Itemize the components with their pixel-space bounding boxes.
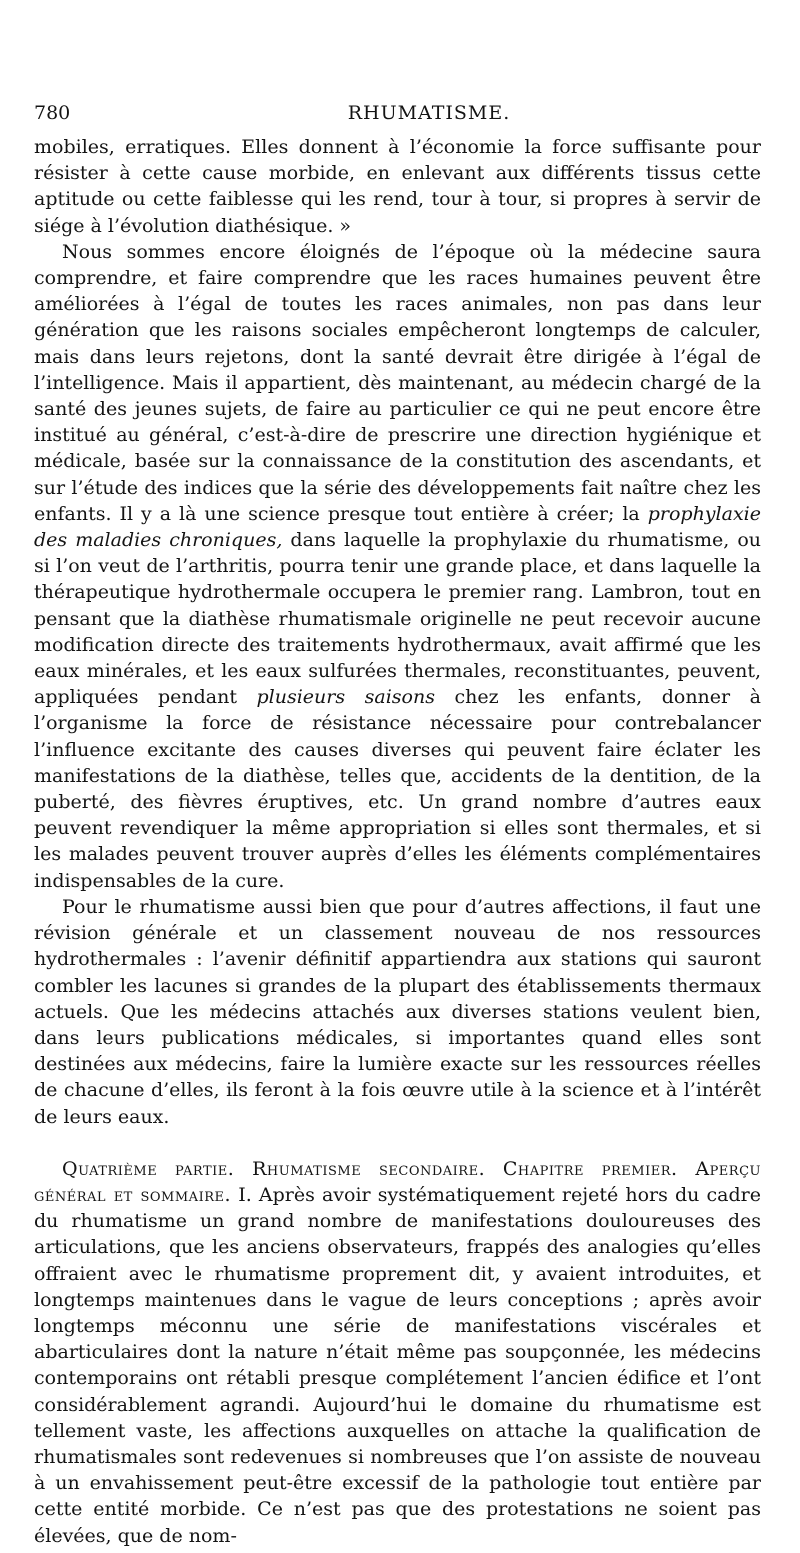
- paragraph-continuation: mobiles, erratiques. Elles donnent à l’économie la force suffisante pour résister à cette cause morbide, en enlevant aux différents tissus cette aptitude ou cette faiblesse qui les rend, tour à tour, si propres à servir de siége à l’évolution diathésique. »: [34, 136, 761, 237]
- italic-phrase: plusieurs saisons: [256, 686, 435, 709]
- paragraph-text: dans laquelle la prophylaxie du rhumatisme, ou si l’on veut de l’arthritis, pourra tenir une grande place, et dans laquelle la thérapeutique hydrothermale occupera le premier rang. Lambron, tout en pensant que la diathèse rhumatismale originelle ne peut recevoir aucune modification directe des traitements hydrothermaux, avait affirmé que les eaux minérales, et les eaux sulfurées thermales, reconstituantes, peuvent, appliquées pendant: [34, 529, 761, 709]
- italic-phrase: prophylaxie des maladies chroniques,: [34, 502, 761, 552]
- paragraph-text: chez les enfants, donner à l’organisme la force de résistance nécessaire pour contrebalancer l’influence excitante des causes diverses qui peuvent faire éclater les manifestations de la diathèse, telles que, accidents de la dentition, de la puberté, des fièvres éruptives, etc. Un grand nombre d’autres eaux peuvent revendiquer la même appropriation si elles sont thermales, et si les malades peuvent trouver auprès d’elles les éléments complémentaires indispensables de la cure.: [34, 686, 761, 892]
- paragraph-prophylaxis: [34, 239, 761, 894]
- paragraph-text: I. Après avoir systématiquement rejeté hors du cadre du rhumatisme un grand nombre de manifestations douloureuses des articulations, que les anciens observateurs, frappés des analogies qu’elles offraient avec le rhumatisme proprement dit, y avaient introduites, et longtemps maintenues dans le vague de leurs conceptions ; après avoir longtemps méconnu une série de manifestations viscérales et abarticulaires dont la nature n’était même pas soupçonnée, les médecins contemporains ont rétabli presque complétement l’ancien édifice et l’ont considérablement agrandi. Aujourd’hui le domaine du rhumatisme est tellement vaste, les affections auxquelles on attache la qualification de rhumatismales sont redevenues si nombreuses que l’on assiste de nouveau à un envahissement peut-être excessif de la pathologie tout entière par cette entité morbide. Ce n’est pas que des protestations ne soient pas élevées, que de nom-: [34, 1183, 761, 1547]
- section-spacer: [34, 1130, 761, 1156]
- section-heading: Quatrième partie. Rhumatisme secondaire. Chapitre premier. Aperçu général et sommaire.: [34, 1157, 761, 1206]
- running-title: RHUMATISME.: [347, 102, 511, 124]
- page-number: 780: [34, 102, 71, 124]
- paragraph-part-four: [34, 1156, 761, 1549]
- paragraph-text: Nous sommes encore éloignés de l’époque où la médecine saura comprendre, et faire comprendre que les races humaines peuvent être améliorées à l’égal de toutes les races animales, non pas dans leur génération que les raisons sociales empêcheront longtemps de calculer, mais dans leurs rejetons, dont la santé devrait être dirigée à l’égal de l’intelligence. Mais il appartient, dès maintenant, au médecin chargé de la santé des jeunes sujets, de faire au particulier ce qui ne peut encore être institué au général, c’est-à-dire de prescrire une direction hygiénique et médicale, basée sur la connaissance de la constitution des ascendants, et sur l’étude des indices que la série des développements fait naître chez les enfants. Il y a là une science presque tout entière à créer; la: [34, 240, 761, 525]
- page-body: [34, 134, 761, 1549]
- page-header: [34, 96, 760, 130]
- paragraph-revision: Pour le rhumatisme aussi bien que pour d’autres affections, il faut une révision générale et un classement nouveau de nos ressources hydrothermales : l’avenir définitif appartiendra aux stations qui sauront combler les lacunes si grandes de la plupart des établissements thermaux actuels. Que les médecins attachés aux diverses stations veulent bien, dans leurs publications médicales, si importantes quand elles sont destinées aux médecins, faire la lumière exacte sur les ressources réelles de chacune d’elles, ils feront à la fois œuvre utile à la science et à l’intérêt de leurs eaux.: [34, 895, 761, 1128]
